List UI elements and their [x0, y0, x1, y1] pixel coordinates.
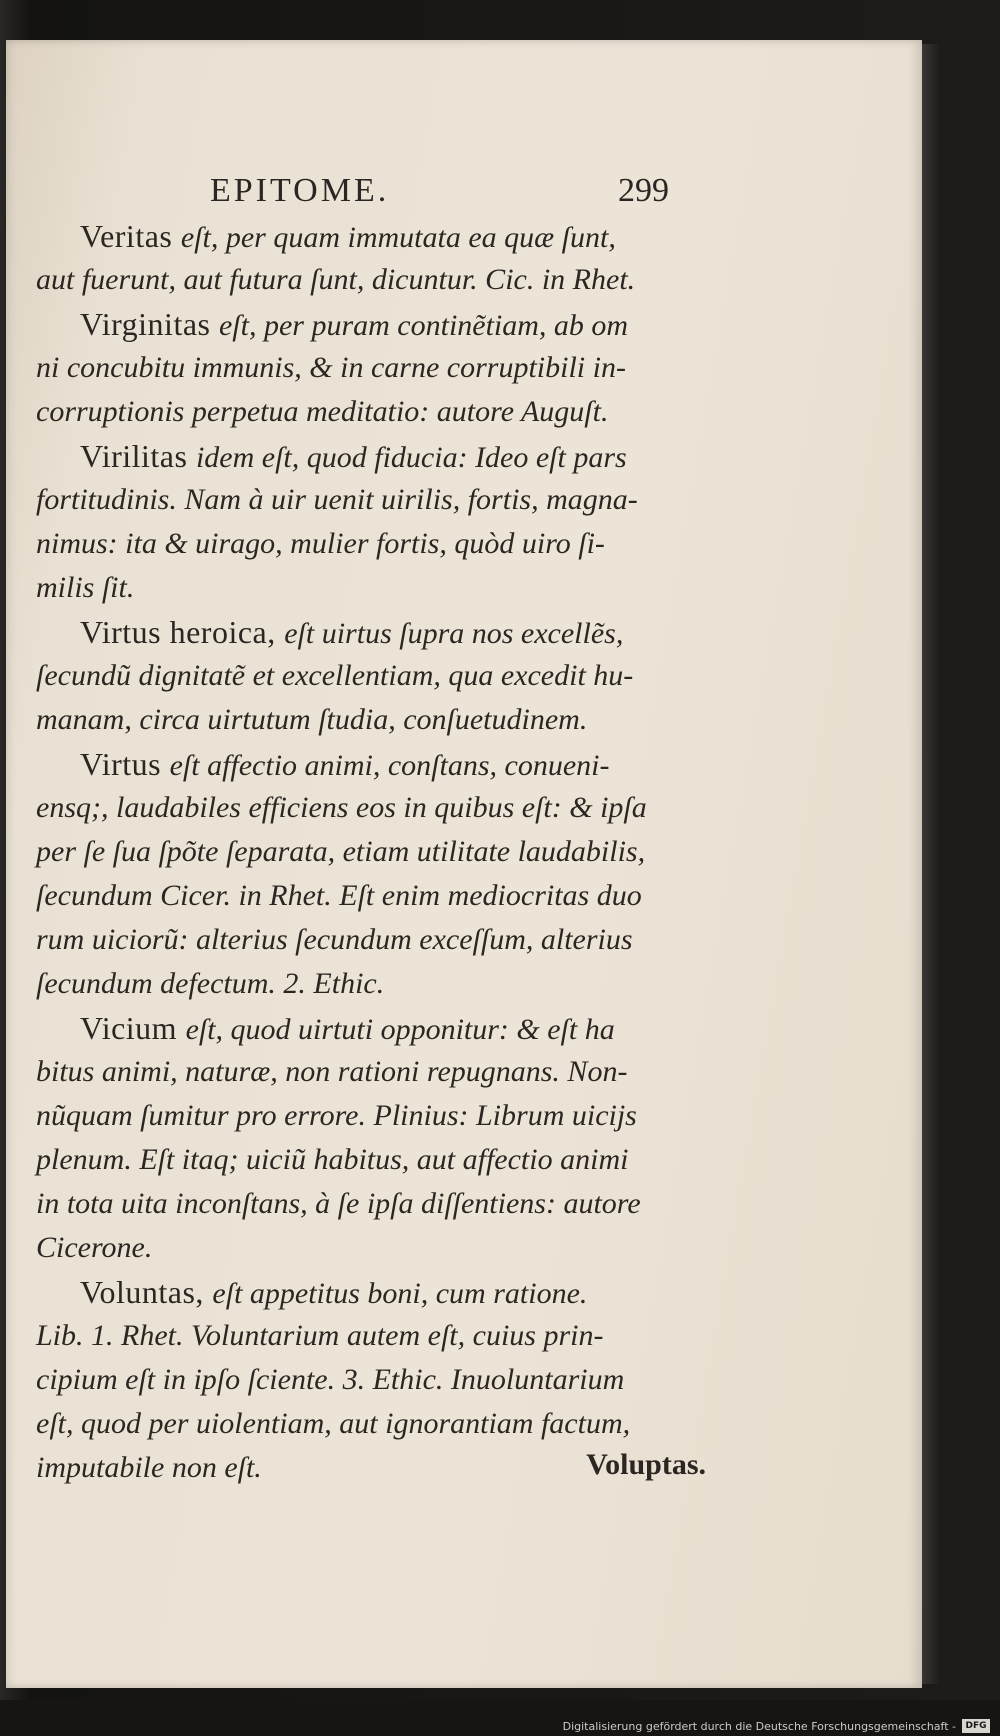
entry-text: eſt uirtus ſupra nos excellẽs,: [284, 617, 624, 650]
entry-text: eſt, per puram continẽtiam, ab om: [218, 309, 629, 342]
entry-line: [36, 1138, 706, 1182]
page-number: 299: [618, 172, 669, 209]
entry-line: [36, 830, 706, 874]
entry-line: [36, 478, 706, 522]
entry-first-line: [36, 742, 706, 786]
entry-text: Cicerone.: [36, 1231, 153, 1264]
entry-text: eſt appetitus boni, cum ratione.: [212, 1277, 588, 1310]
entry-headword: Veritas: [80, 218, 181, 254]
entry-text: rum uiciorũ: alterius ſecundum exceſſum, alterius: [36, 923, 633, 956]
entry-text: eſt, per quam immutata ea quæ ſunt,: [180, 221, 616, 254]
entry-text: eſt, quod per uiolentiam, aut ignorantiam factum,: [36, 1407, 631, 1440]
entry-headword: Voluntas,: [80, 1274, 213, 1310]
entry-line: [36, 786, 706, 830]
entry-first-line: [36, 1006, 706, 1050]
dfg-logo: DFG: [962, 1719, 990, 1733]
entry-line: [36, 1402, 706, 1446]
entry-line: [36, 874, 706, 918]
entry-text: nimus: ita & uirago, mulier fortis, quòd uiro ſi-: [36, 527, 605, 560]
entry-text: ensq;, laudabiles efficiens eos in quibus eſt: & ipſa: [36, 791, 647, 824]
entry-line: [36, 654, 706, 698]
entry-line: [36, 258, 706, 302]
entry-first-line: [36, 1270, 706, 1314]
entry-line: [36, 1050, 706, 1094]
text-body: [36, 214, 706, 1490]
entry-headword: Virtus: [80, 746, 170, 782]
entry-first-line: [36, 610, 706, 654]
entry-text: per ſe ſua ſpõte ſeparata, etiam utilitate laudabilis,: [36, 835, 646, 868]
entry-headword: Virtus heroica,: [80, 614, 285, 650]
digitization-credit: Digitalisierung gefördert durch die Deutsche Forschungsgemeinschaft -: [562, 1720, 956, 1733]
entry-line: [36, 698, 706, 742]
entry-line: [36, 346, 706, 390]
entry-line: [36, 1094, 706, 1138]
entry-text: cipium eſt in ipſo ſciente. 3. Ethic. Inuoluntarium: [36, 1363, 625, 1396]
page-edge: [922, 44, 942, 1684]
entry-text: bitus animi, naturæ, non rationi repugnans. Non-: [36, 1055, 628, 1088]
entry-first-line: [36, 302, 706, 346]
entry-text: Lib. 1. Rhet. Voluntarium autem eſt, cuius prin-: [36, 1319, 604, 1352]
entry-text: eſt, quod uirtuti opponitur: & eſt ha: [185, 1013, 615, 1046]
entry-text: corruptionis perpetua meditatio: autore Auguſt.: [36, 395, 609, 428]
entry-headword: Vicium: [80, 1010, 186, 1046]
entry-first-line: [36, 434, 706, 478]
entry-text: fortitudinis. Nam à uir uenit uirilis, fortis, magna-: [36, 483, 638, 516]
entry-text: imputabile non eſt.: [36, 1451, 262, 1484]
entry-text: ſecundum defectum. 2. Ethic.: [36, 967, 385, 1000]
entry-line: [36, 566, 706, 610]
entry-text: nũquam ſumitur pro errore. Plinius: Librum uicijs: [36, 1099, 637, 1132]
entry-text: in tota uita inconſtans, à ſe ipſa diſſentiens: autore: [36, 1187, 641, 1220]
entry-line: [36, 1182, 706, 1226]
entry-headword: Virilitas: [80, 438, 196, 474]
entry-text: milis ſit.: [36, 571, 135, 604]
entry-line: [36, 1314, 706, 1358]
entry-headword: Virginitas: [80, 306, 219, 342]
entry-text: eſt affectio animi, conſtans, conueni-: [169, 749, 610, 782]
entry-line: [36, 1226, 706, 1270]
entry-text: manam, circa uirtutum ſtudia, conſuetudinem.: [36, 703, 588, 736]
entry-line: [36, 1358, 706, 1402]
entry-text: ſecundũ dignitatẽ et excellentiam, qua excedit hu-: [36, 659, 634, 692]
entry-text: aut fuerunt, aut futura ſunt, dicuntur. Cic. in Rhet.: [36, 263, 636, 296]
catchword: Voluptas.: [586, 1448, 706, 1481]
entry-text: ni concubitu immunis, & in carne corruptibili in-: [36, 351, 626, 384]
entry-line: [36, 918, 706, 962]
entry-text: idem eſt, quod fiducia: Ideo eſt pars: [195, 441, 627, 474]
entry-line: [36, 522, 706, 566]
entry-line: [36, 962, 706, 1006]
entry-text: plenum. Eſt itaq; uiciũ habitus, aut affectio animi: [36, 1143, 629, 1176]
entry-first-line: [36, 214, 706, 258]
entry-line: [36, 390, 706, 434]
entry-text: ſecundum Cicer. in Rhet. Eſt enim mediocritas duo: [36, 879, 642, 912]
running-title: EPITOME.: [210, 172, 390, 209]
